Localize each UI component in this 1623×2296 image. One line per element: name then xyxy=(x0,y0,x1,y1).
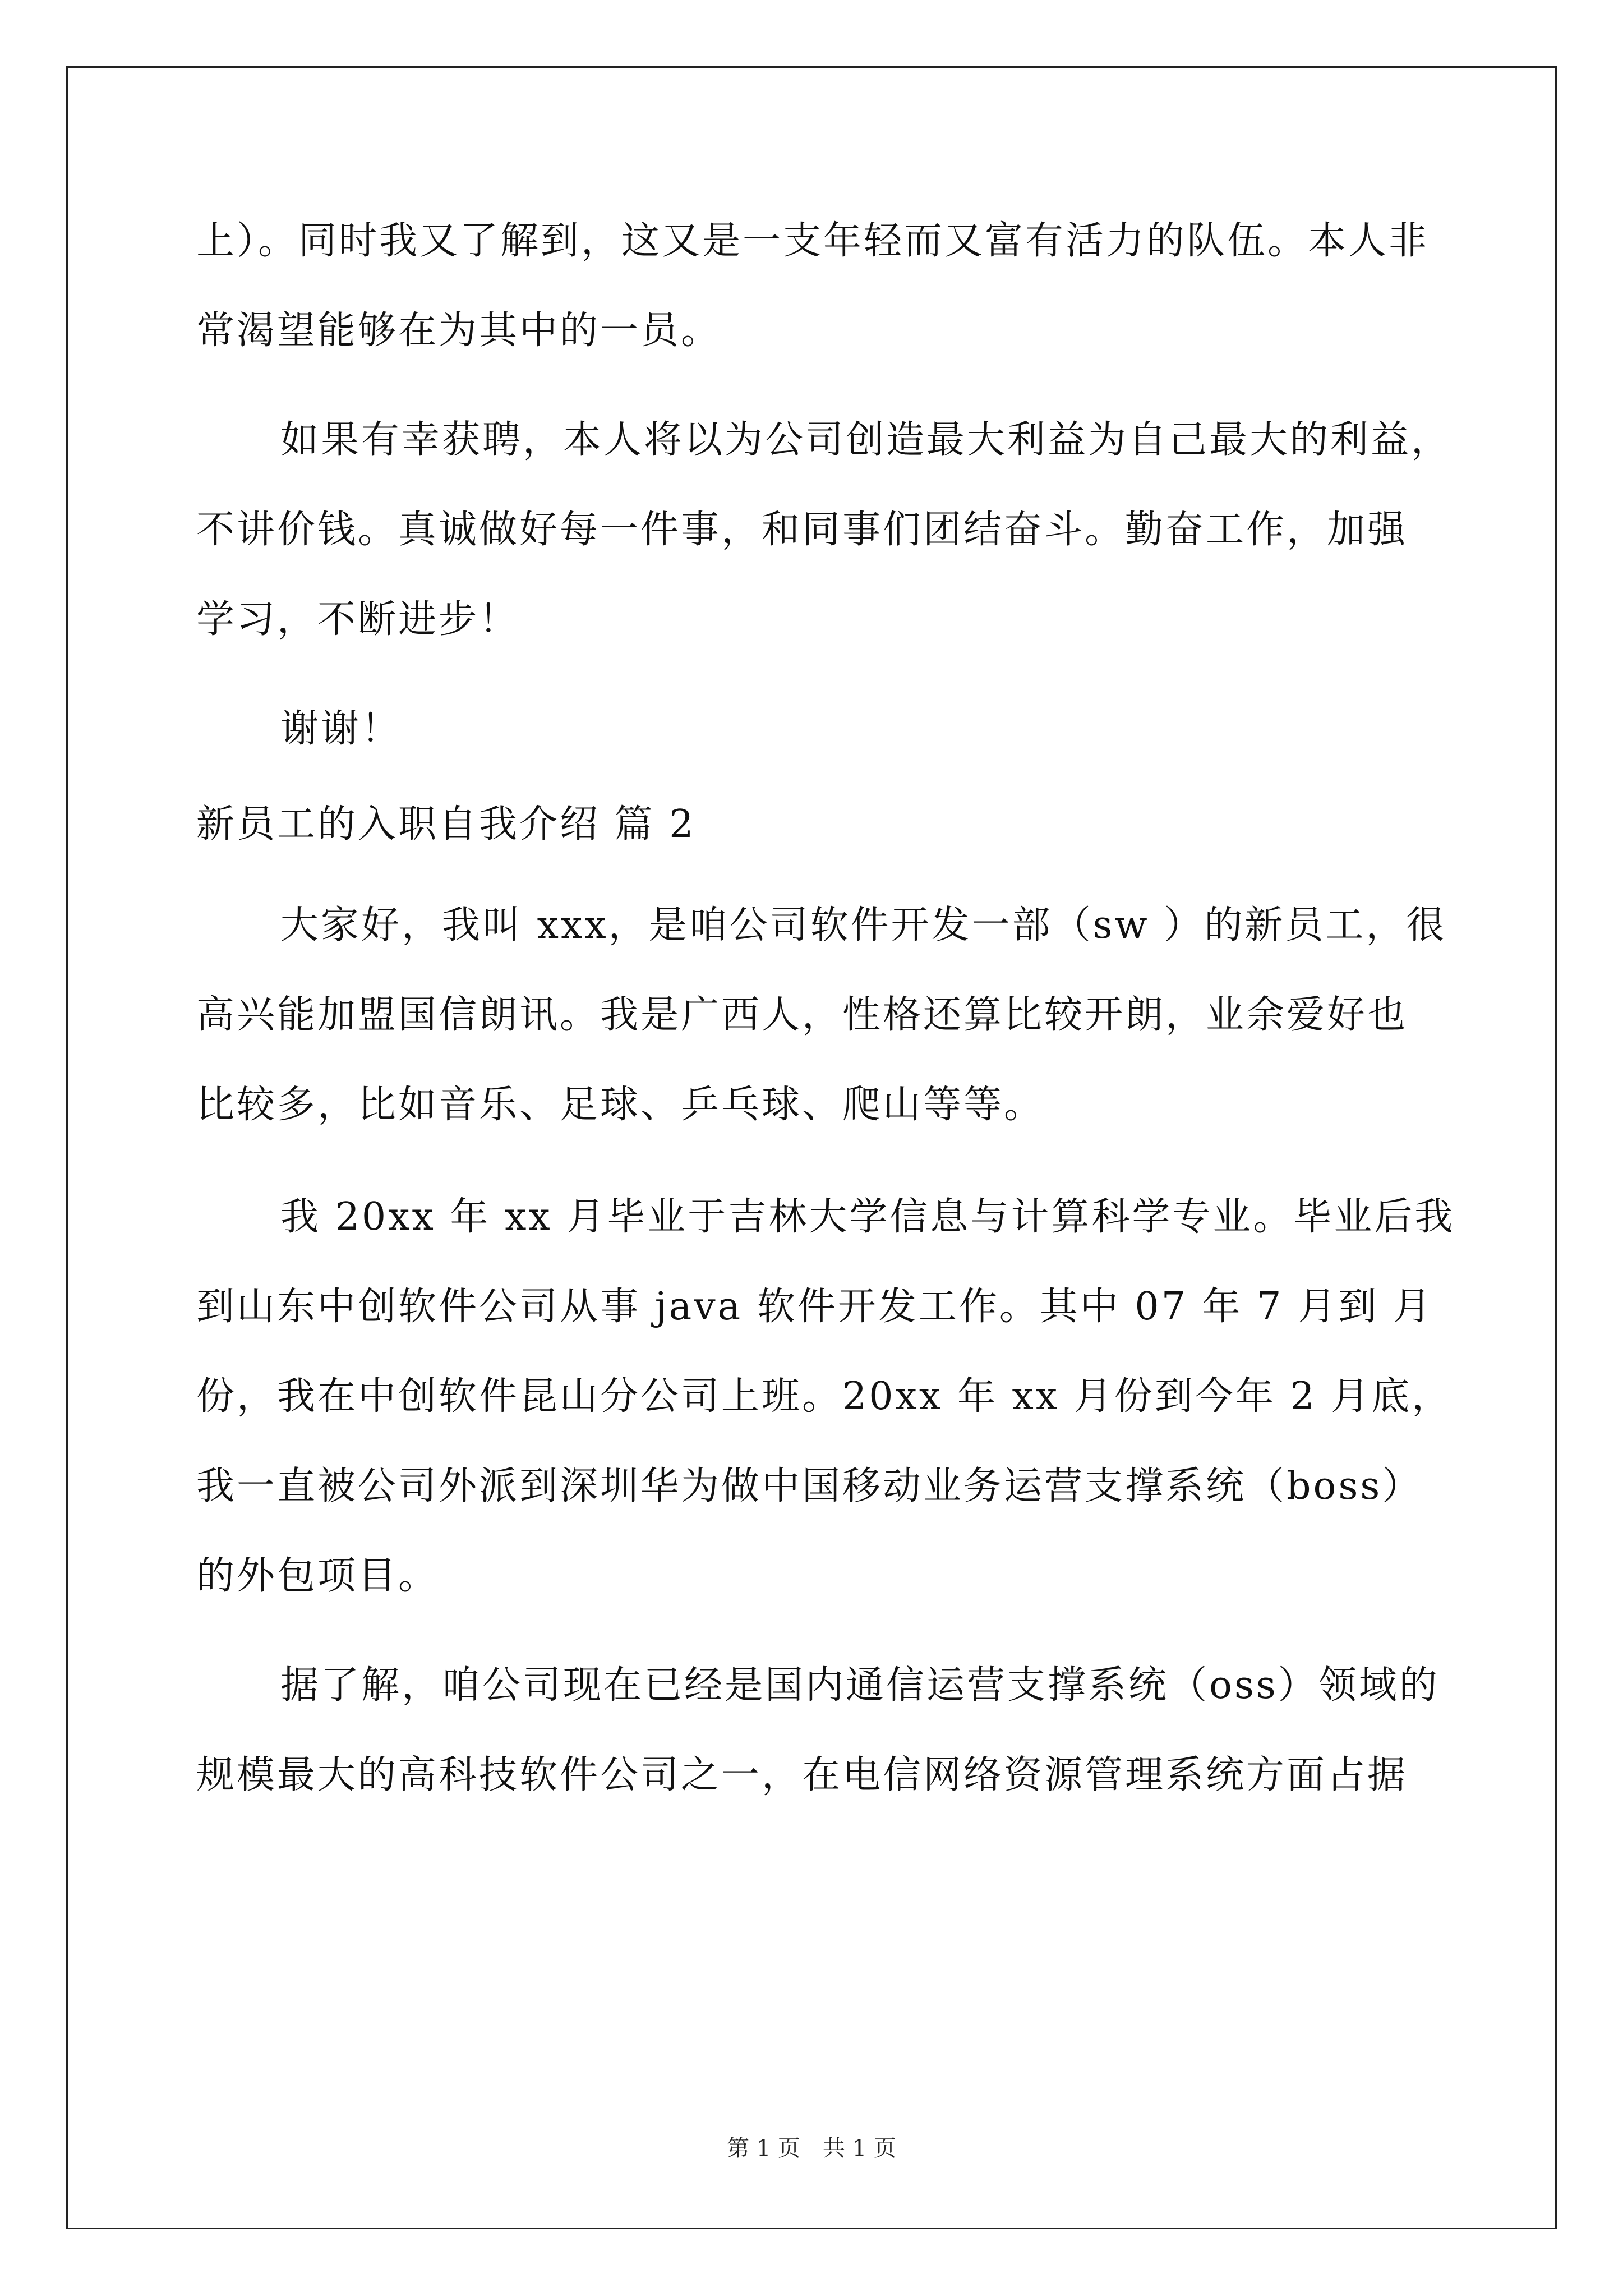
paragraph-line: 学习，不断进步！ xyxy=(196,597,520,642)
paragraph-line: 比较多，比如音乐、足球、乒乓球、爬山等等。 xyxy=(196,1083,1045,1127)
paragraph-line: 的外包项目。 xyxy=(196,1554,439,1598)
paragraph-line: 我 20xx 年 xx 月毕业于吉林大学信息与计算科学专业。毕业后我 xyxy=(280,1195,1455,1239)
page-footer: 第 1 页 共 1 页 xyxy=(727,2136,896,2161)
page-border xyxy=(66,66,1557,2229)
paragraph-line: 据了解，咱公司现在已经是国内通信运营支撑系统（oss）领域的 xyxy=(280,1663,1440,1708)
paragraph-line: 常渴望能够在为其中的一员。 xyxy=(196,309,722,353)
paragraph-line: 份，我在中创软件昆山分公司上班。20xx 年 xx 月份到今年 2 月底， xyxy=(196,1374,1453,1419)
paragraph-line: 如果有幸获聘，本人将以为公司创造最大利益为自己最大的利益， xyxy=(280,418,1452,462)
paragraph-line: 规模最大的高科技软件公司之一，在电信网络资源管理系统方面占据 xyxy=(196,1753,1408,1797)
paragraph-line: 到山东中创软件公司从事 java 软件开发工作。其中 07 年 7 月到 月 xyxy=(196,1285,1433,1329)
paragraph-line: 我一直被公司外派到深圳华为做中国移动业务运营支撑系统（boss） xyxy=(196,1464,1423,1508)
paragraph-line: 谢谢！ xyxy=(280,707,402,751)
paragraph-line: 上）。同时我又了解到，这又是一支年轻而又富有活力的队伍。本人非 xyxy=(196,219,1430,263)
paragraph-line: 不讲价钱。真诚做好每一件事，和同事们团结奋斗。勤奋工作，加强 xyxy=(196,508,1408,552)
paragraph-line: 大家好，我叫 xxx，是咱公司软件开发一部（sw ）的新员工，很 xyxy=(280,903,1447,947)
paragraph-line: 高兴能加盟国信朗讯。我是广西人，性格还算比较开朗，业余爱好也 xyxy=(196,993,1408,1037)
section-heading: 新员工的入职自我介绍 篇 2 xyxy=(196,802,696,846)
